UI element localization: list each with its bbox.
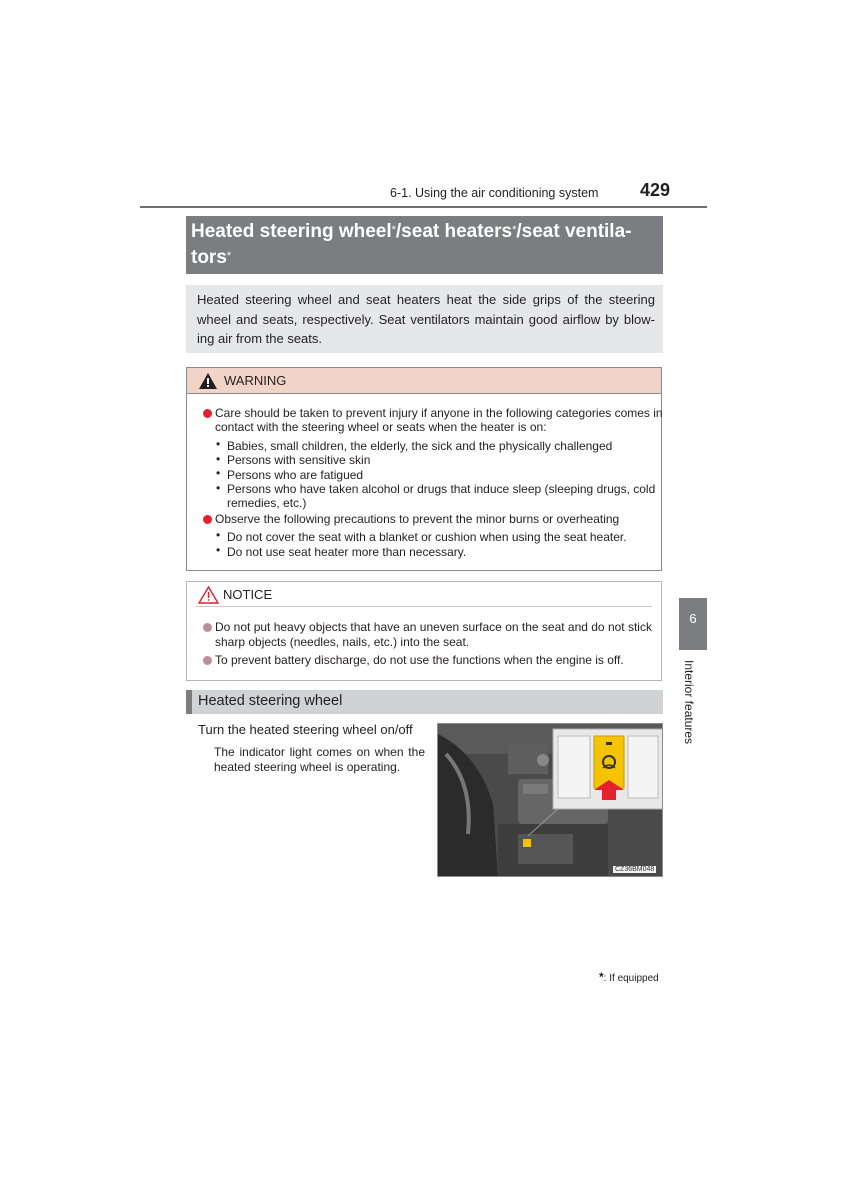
intro-text: Heated steering wheel and seat heaters heat the side grips of the steering wheel and seats, respectively. Seat ventilators maintain good airflow by blow-ing air from the seats. bbox=[197, 292, 655, 346]
warning-bullet bbox=[203, 515, 212, 524]
title-part-4: tors bbox=[191, 247, 227, 268]
notice-item-1-line-1: Do not put heavy objects that have an uneven surface on the seat and do not stick bbox=[215, 620, 652, 634]
notice-divider bbox=[196, 606, 652, 607]
notice-bullet bbox=[203, 623, 212, 632]
footnote-text: : If equipped bbox=[603, 973, 659, 984]
warning-subitem: Persons who have taken alcohol or drugs that induce sleep (sleeping drugs, cold bbox=[227, 482, 656, 496]
asterisk: * bbox=[391, 224, 396, 236]
warning-bullet bbox=[203, 409, 212, 418]
warning-item-2: Observe the following precautions to prevent the minor burns or overheating bbox=[215, 512, 620, 526]
chapter-number: 6 bbox=[689, 611, 697, 626]
asterisk: * bbox=[512, 224, 517, 236]
warning-subitem: Do not cover the seat with a blanket or cushion when using the seat heater. bbox=[227, 530, 627, 544]
notice-item-2: To prevent battery discharge, do not use the functions when the engine is off. bbox=[215, 653, 624, 667]
page-title bbox=[191, 219, 661, 271]
title-part-2: /seat heaters bbox=[395, 221, 513, 242]
steering-wheel-switch-illustration bbox=[437, 723, 663, 877]
title-part-3: /seat ventila- bbox=[516, 221, 632, 242]
warning-subitem-continued: remedies, etc.) bbox=[227, 496, 307, 510]
notice-item-1-line-2: sharp objects (needles, nails, etc.) into the seat. bbox=[215, 635, 470, 649]
footnote-asterisk: * bbox=[599, 970, 604, 984]
warning-subitem: Babies, small children, the elderly, the sick and the physically challenged bbox=[227, 439, 613, 453]
notice-label: NOTICE bbox=[223, 587, 273, 602]
caution-triangle-icon bbox=[198, 586, 219, 604]
warning-subitem: Persons who are fatigued bbox=[227, 468, 364, 482]
chapter-label: Interior features bbox=[682, 660, 696, 745]
warning-subitem: Do not use seat heater more than necessary. bbox=[227, 545, 467, 559]
page-number: 429 bbox=[640, 180, 671, 200]
title-part-1: Heated steering wheel bbox=[191, 221, 392, 242]
header-rule bbox=[140, 206, 707, 208]
footnote bbox=[599, 970, 659, 984]
warning-label: WARNING bbox=[224, 373, 287, 388]
section-accent bbox=[186, 690, 192, 714]
notice-bullet bbox=[203, 656, 212, 665]
figure-code: CZ36BM048 bbox=[615, 866, 655, 873]
step-detail: The indicator light comes on when the heated steering wheel is operating. bbox=[214, 745, 425, 774]
dashboard-illustration bbox=[438, 724, 663, 877]
warning-subitem: Persons with sensitive skin bbox=[227, 453, 371, 467]
warning-item-1-line-2: contact with the steering wheel or seats when the heater is on: bbox=[215, 420, 547, 434]
step-text: Turn the heated steering wheel on/off bbox=[198, 722, 413, 737]
warning-triangle-icon bbox=[199, 373, 217, 389]
running-header-section: 6-1. Using the air conditioning system bbox=[390, 186, 599, 200]
warning-item-1-line-1: Care should be taken to prevent injury if anyone in the following categories comes in bbox=[215, 406, 663, 420]
section-title: Heated steering wheel bbox=[198, 693, 343, 709]
asterisk: * bbox=[226, 250, 232, 262]
